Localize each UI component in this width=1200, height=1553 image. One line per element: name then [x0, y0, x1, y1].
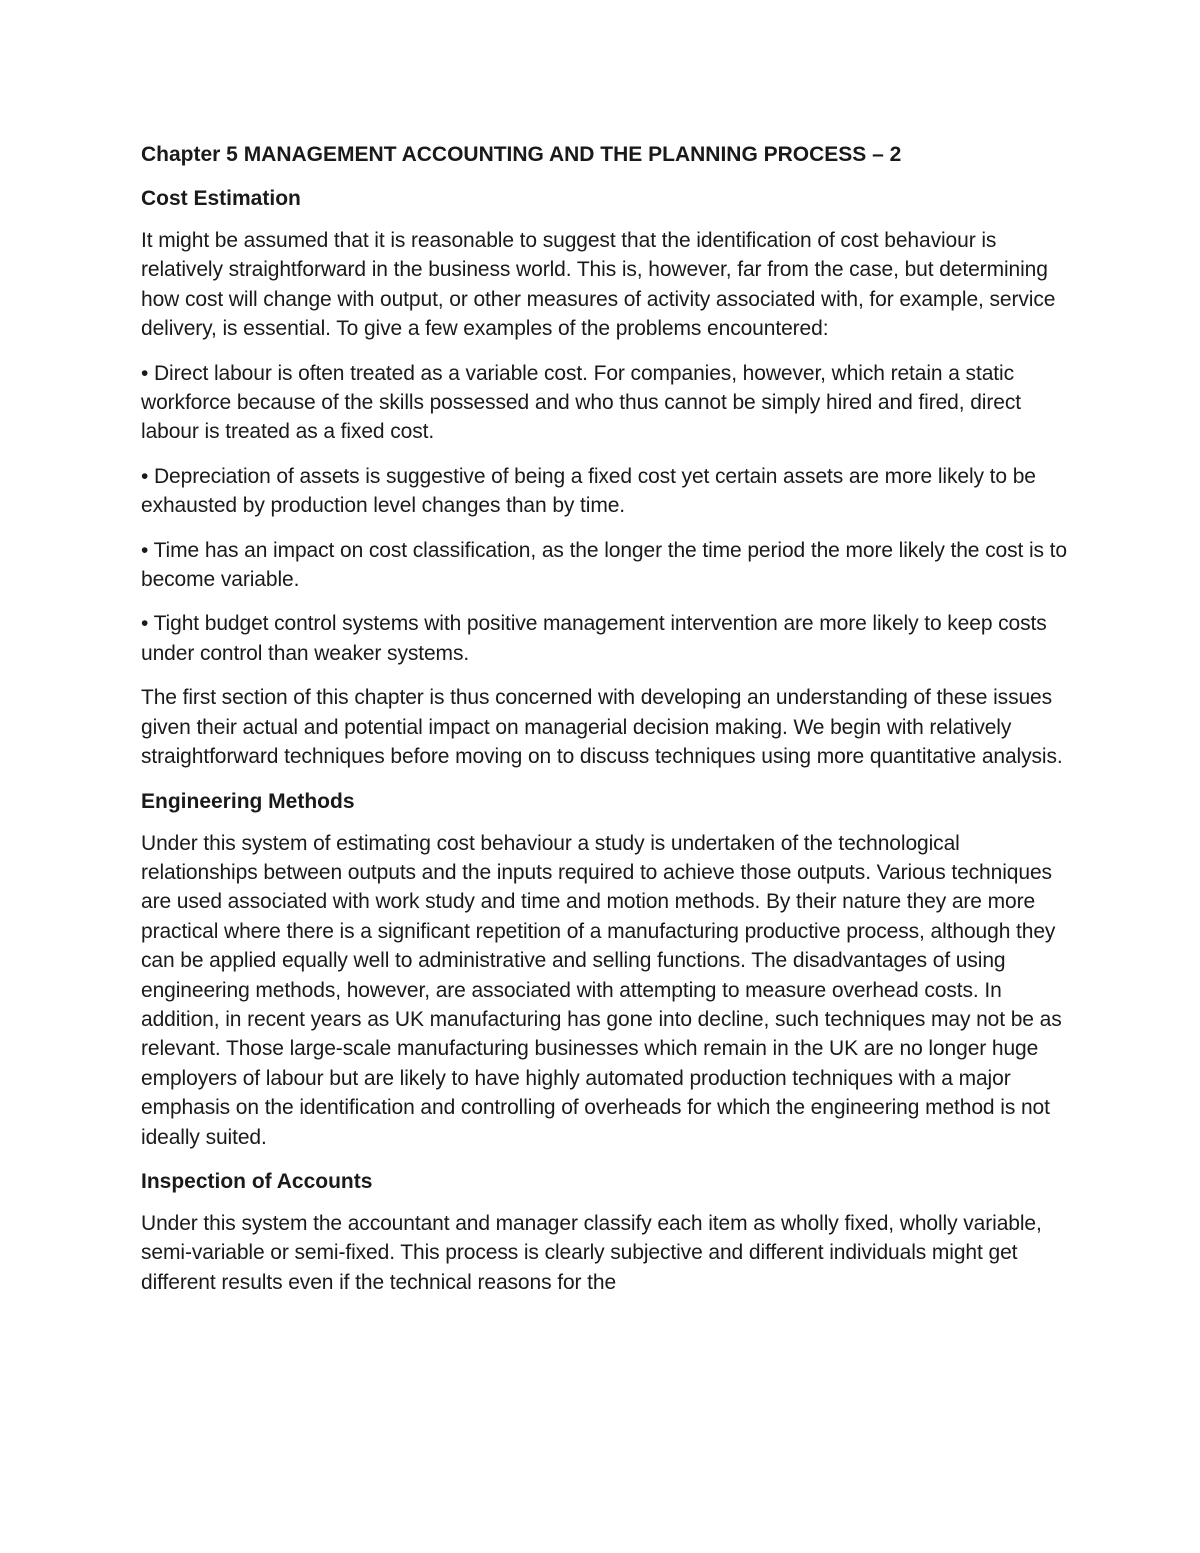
paragraph: Under this system of estimating cost behaviour a study is undertaken of the technological relationships between outputs and the inputs required to achieve those outputs. Various techniques are used associated with work study and time and motion methods. By their nature they are more practical where there is a significant repetition of a manufacturing productive process, although they can be applied equally well to administrative and selling functions. The disadvantages of using engineering methods, however, are associated with attempting to measure overhead costs. In addition, in recent years as UK manufacturing has gone into decline, such techniques may not be as relevant. Those large-scale manufacturing businesses which remain in the UK are no longer huge employers of labour but are likely to have highly automated production techniques with a major emphasis on the identification and controlling of overheads for which the engineering method is not ideally suited.	[141, 831, 1062, 1149]
bullet-paragraph: • Time has an impact on cost classification, as the longer the time period the more likely the cost is to become variable.	[141, 538, 1067, 592]
document-title: Chapter 5 MANAGEMENT ACCOUNTING AND THE PLANNING PROCESS – 2	[141, 143, 902, 166]
bullet-paragraph: • Depreciation of assets is suggestive of being a fixed cost yet certain assets are more likely to be exhausted by production level changes than by time.	[141, 464, 1036, 518]
document-page	[141, 140, 1071, 1312]
paragraph: Under this system the accountant and manager classify each item as wholly fixed, wholly variable, semi-variable or semi-fixed. This process is clearly subjective and different individuals might get different results even if the technical reasons for the	[141, 1211, 1042, 1294]
section-cost-estimation	[141, 184, 1071, 772]
section-engineering-methods	[141, 787, 1071, 1152]
section-inspection-of-accounts	[141, 1167, 1071, 1297]
bullet-paragraph: • Direct labour is often treated as a variable cost. For companies, however, which retain a static workforce because of the skills possessed and who thus cannot be simply hired and fired, direct labour is treated as a fixed cost.	[141, 361, 1021, 444]
paragraph: It might be assumed that it is reasonable to suggest that the identification of cost behaviour is relatively straightforward in the business world. This is, however, far from the case, but determining how cost will change with output, or other measures of activity associated with, for example, service delivery, is essential. To give a few examples of the problems encountered:	[141, 229, 1056, 341]
section-heading: Inspection of Accounts	[141, 1169, 373, 1193]
section-heading: Engineering Methods	[141, 789, 355, 813]
bullet-paragraph: • Tight budget control systems with positive management intervention are more likely to keep costs under control than weaker systems.	[141, 612, 1047, 665]
paragraph: The first section of this chapter is thus concerned with developing an understanding of these issues given their actual and potential impact on managerial decision making. We begin with relatively straightforward techniques before moving on to discuss techniques using more quantitative analysis.	[141, 686, 1063, 769]
section-heading: Cost Estimation	[141, 187, 301, 210]
